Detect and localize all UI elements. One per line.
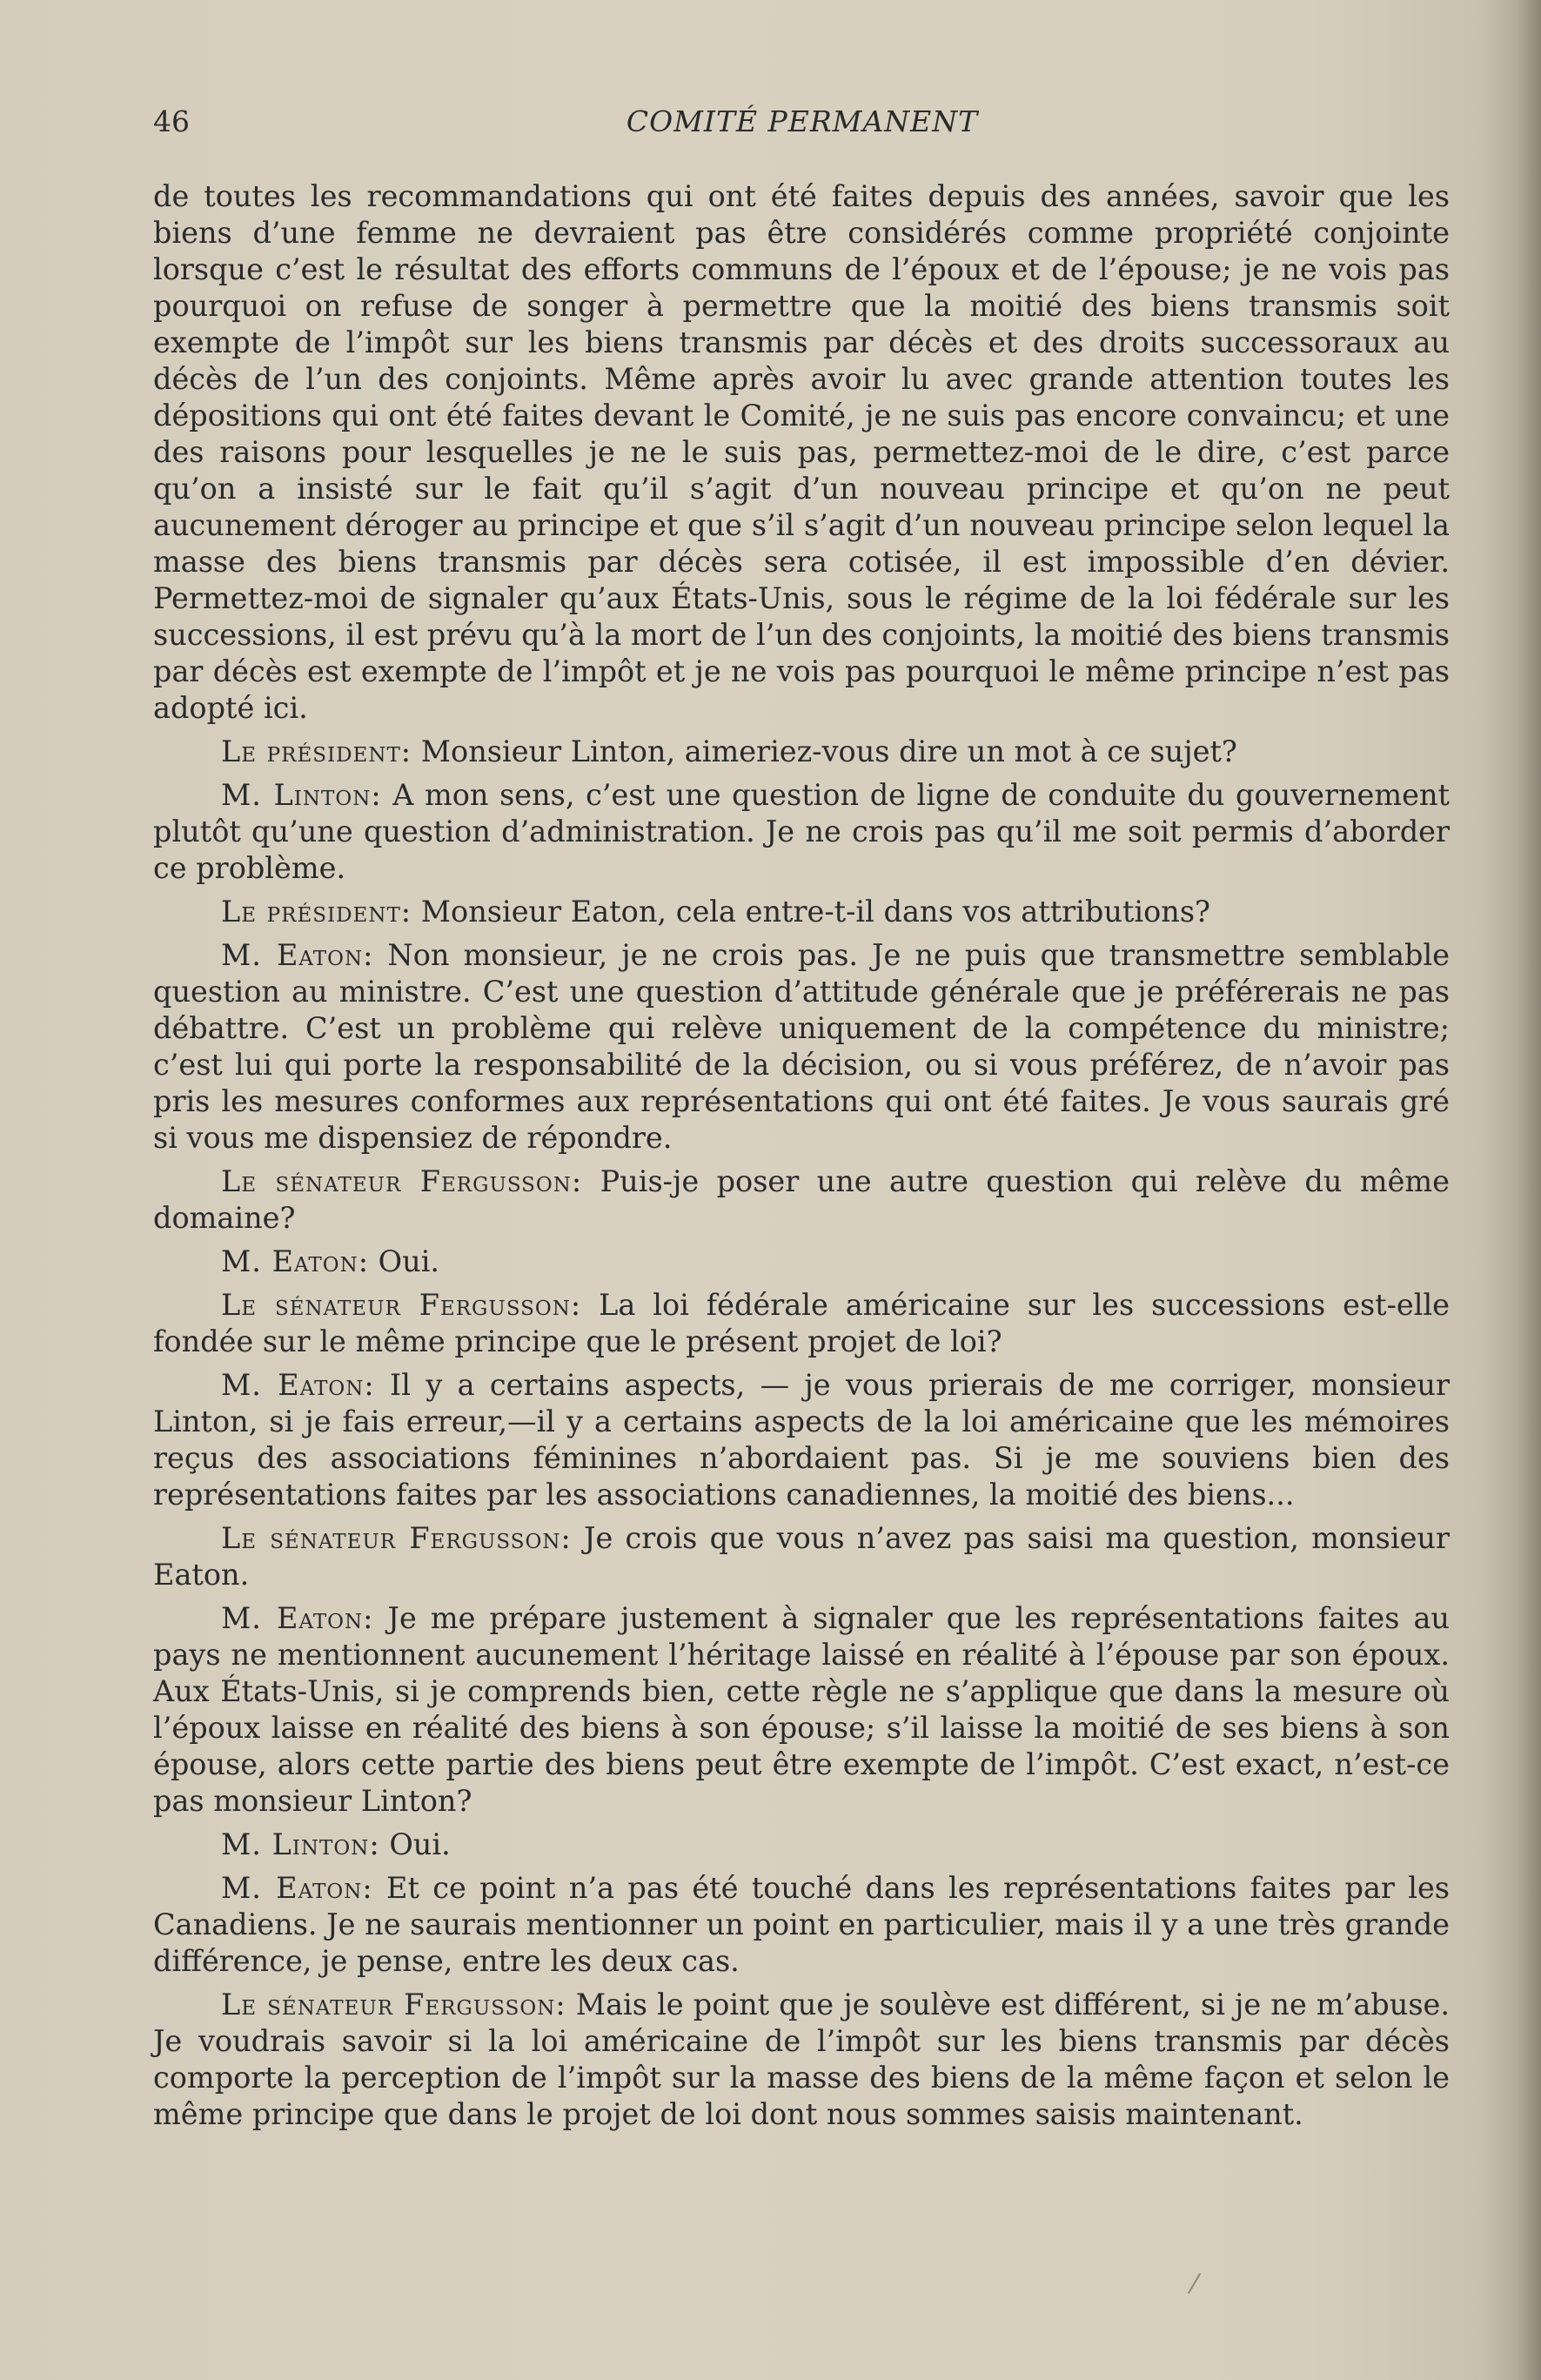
speaker-name: Le sénateur Fergusson: [221,1164,583,1198]
paragraph [153,1827,1450,1863]
paragraph [153,734,1450,770]
speaker-name: Le président: [221,734,412,768]
paragraph-text: La loi fédérale américaine sur les successions est-elle fondée sur le même principe que le présent projet de loi? [153,1288,1451,1358]
speaker-name: M. Linton: [221,1827,380,1861]
speaker-name: M. Eaton: [221,1244,370,1278]
paragraph-text: Non monsieur, je ne crois pas. Je ne puis que transmettre semblable question au ministre. C’est une question d’attitude générale que je préférerais ne pas débattre. C’est un problème qui relève uniquement de la compétence du ministre; c’est lui qui porte la responsabilité de la décision, ou si vous préférez, de n’avoir pas pris les mesures conformes aux représentations qui ont été faites. Je vous saurais gré si vous me dispensiez de répondre. [153,938,1451,1155]
speaker-name: Le sénateur Fergusson: [221,1521,572,1555]
paragraph-text: Mais le point que je soulève est différent, si je ne m’abuse. Je voudrais savoir si la loi américaine de l’impôt sur les biens transmis par décès comporte la perception de l’impôt sur la masse des biens de la même façon et selon le même principe que dans le projet de loi dont nous sommes saisis maintenant. [153,1988,1450,2131]
paragraph [153,1870,1450,1980]
speaker-name: M. Eaton: [221,1368,375,1402]
speaker-name: M. Eaton: [221,938,374,972]
paragraph-text: Je me prépare justement à signaler que les représentations faites au pays ne mentionnent aucunement l’héritage laissé en réalité à l’épouse par son époux. Aux États-Unis, si je comprends bien, cette règle ne s’applique que dans la mesure où l’époux laisse en réalité des biens à son épouse; s’il laisse la moitié de ses biens à son épouse, alors cette partie des biens peut être exempte de l’impôt. C’est exact, n’est-ce pas monsieur Linton? [153,1601,1450,1818]
speaker-name: Le sénateur Fergusson: [221,1988,566,2021]
paragraph-text: Oui. [389,1827,451,1861]
paragraph [153,777,1450,887]
speaker-name: Le président: [221,895,412,929]
paragraph-text: Monsieur Eaton, cela entre-t-il dans vos attributions? [420,895,1210,929]
paragraph [153,1244,1450,1280]
paragraph [153,894,1450,930]
paragraph [153,1163,1450,1237]
paragraph [153,178,1450,727]
paragraph-text: Puis-je poser une autre question qui relève du même domaine? [153,1164,1450,1235]
transcript-body [153,178,1450,2140]
page-number: 46 [153,104,190,138]
paragraph [153,1367,1450,1513]
speaker-name: M. Linton: [221,778,382,812]
page-header [153,104,1451,150]
speaker-name: M. Eaton: [221,1871,373,1905]
paragraph [153,1600,1450,1820]
paragraph [153,1287,1450,1360]
page-edge-shadow [1517,0,1541,2380]
paragraph-text: Et ce point n’a pas été touché dans les représentations faites par les Canadiens. Je ne saurais mentionner un point en particulier, mais il y a une très grande différence, je pense, entre les deux cas. [153,1871,1451,1978]
paragraph-text: Il y a certains aspects, — je vous prierais de me corriger, monsieur Linton, si je fais erreur,—il y a certains aspects de la loi américaine que les mémoires reçus des associations féminines n’abordaient pas. Si je me souviens bien des représentations faites par les associations canadiennes, la moitié des biens... [153,1368,1450,1512]
paragraph-text: Oui. [378,1244,440,1278]
paragraph [153,1987,1450,2133]
paragraph [153,937,1450,1156]
paragraph-text: A mon sens, c’est une question de ligne de conduite du gouvernement plutôt qu’une question d’administration. Je ne crois pas qu’il me soit permis d’aborder ce problème. [153,778,1450,885]
paragraph [153,1520,1450,1593]
speaker-name: Le sénateur Fergusson: [221,1288,582,1322]
paragraph-text: de toutes les recommandations qui ont été faites depuis des années, savoir que les biens d’une femme ne devraient pas être considérés comme propriété conjointe lorsque c’est le résultat des efforts communs de l’époux et de l’épouse; je ne vois pas pourquoi on refuse de songer à permettre que la moitié des biens transmis soit exempte de l’impôt sur les biens transmis par décès et des droits successoraux au décès de l’un des conjoints. Même après avoir lu avec grande attention toutes les dépositions qui ont été faites devant le Comité, je ne suis pas encore convaincu; et une des raisons pour lesquelles je ne le suis pas, permettez-moi de le dire, c’est parce qu’on a insisté sur le fait qu’il s’agit d’un nouveau principe et qu’on ne peut aucunement déroger au principe et que s’il s’agit d’un nouveau principe selon lequel la masse des biens transmis par décès sera cotisée, il est impossible d’en dévier. Permettez-moi de signaler qu’aux États-Unis, sous le régime de la loi fédérale sur les successions, il est prévu qu’à la mort de l’un des conjoints, la moitié des biens transmis par décès est exempte de l’impôt et je ne vois pas pourquoi le même principe n’est pas adopté ici. [153,179,1450,725]
paragraph-text: Je crois que vous n’avez pas saisi ma question, monsieur Eaton. [153,1521,1450,1592]
paragraph-text: Monsieur Linton, aimeriez-vous dire un mot à ce sujet? [420,734,1237,768]
running-title: COMITÉ PERMANENT [626,104,979,138]
speaker-name: M. Eaton: [221,1601,374,1635]
pencil-mark-icon: ⁄ [1192,2269,1197,2300]
